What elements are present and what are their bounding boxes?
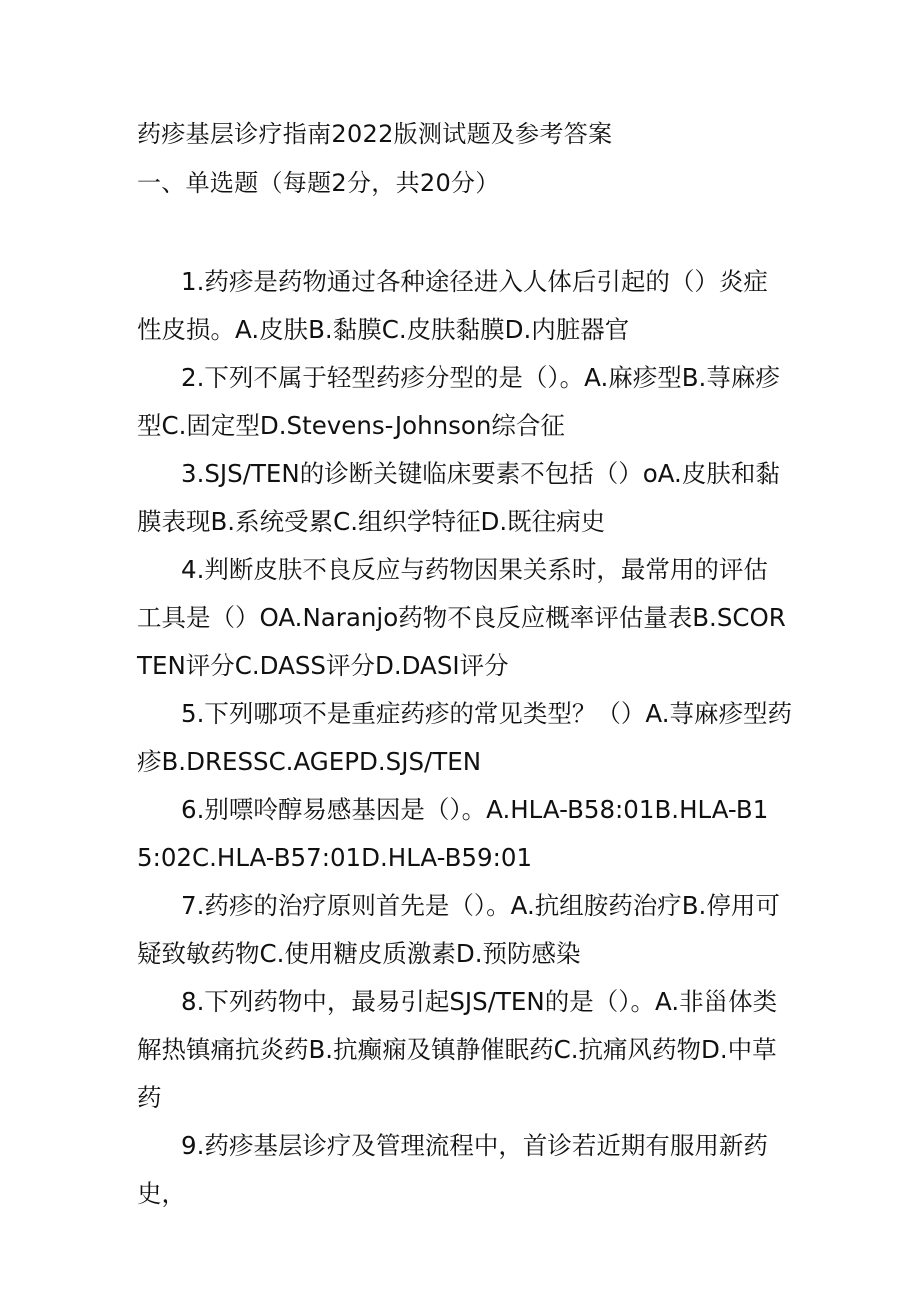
question-item bbox=[137, 258, 792, 354]
question-item bbox=[137, 978, 792, 1122]
question-text: .药疹基层诊疗及管理流程中，首诊若近期有服用新药史， bbox=[137, 1131, 768, 1208]
question-text: .SJS/TEN的诊断关键临床要素不包括（）oA.皮肤和黏膜表现B.系统受累C.组织学特征D.既往病史 bbox=[137, 459, 780, 536]
question-item bbox=[137, 450, 792, 546]
question-number: 3 bbox=[181, 459, 197, 488]
question-number: 2 bbox=[181, 363, 197, 392]
document-title: 药疹基层诊疗指南2022版测试题及参考答案 bbox=[137, 120, 613, 148]
question-text: .下列哪项不是重症药疹的常见类型？（）A.荨麻疹型药疹B.DRESSC.AGEPD.SJS/TEN bbox=[137, 699, 792, 776]
section-heading: 一、单选题（每题2分，共20分） bbox=[137, 169, 500, 197]
question-list bbox=[137, 258, 792, 1218]
question-item bbox=[137, 690, 792, 786]
question-number: 1 bbox=[181, 267, 197, 296]
question-text: .判断皮肤不良反应与药物因果关系时，最常用的评估工具是（）OA.Naranjo药物不良反应概率评估量表B.SCORTEN评分C.DASS评分D.DASI评分 bbox=[137, 555, 786, 680]
question-text: .药疹是药物通过各种途径进入人体后引起的（）炎症性皮损。A.皮肤B.黏膜C.皮肤黏膜D.内脏器官 bbox=[137, 267, 768, 344]
question-text: .药疹的治疗原则首先是（）。A.抗组胺药治疗B.停用可疑致敏药物C.使用糖皮质激素D.预防感染 bbox=[137, 891, 780, 968]
question-number: 7 bbox=[181, 891, 197, 920]
question-number: 4 bbox=[181, 555, 197, 584]
question-text: .别嘌呤醇易感基因是（）。A.HLA-B58:01B.HLA-B15:02C.HLA-B57:01D.HLA-B59:01 bbox=[137, 795, 769, 872]
question-item bbox=[137, 546, 792, 690]
question-number: 8 bbox=[181, 987, 197, 1016]
question-item bbox=[137, 354, 792, 450]
question-item bbox=[137, 882, 792, 978]
question-number: 5 bbox=[181, 699, 197, 728]
question-item bbox=[137, 1122, 792, 1218]
question-text: .下列药物中，最易引起SJS/TEN的是（）。A.非甾体类解热镇痛抗炎药B.抗癫痫及镇静催眠药C.抗痛风药物D.中草药 bbox=[137, 987, 778, 1112]
question-text: .下列不属于轻型药疹分型的是（）。A.麻疹型B.荨麻疹型C.固定型D.Stevens-Johnson综合征 bbox=[137, 363, 780, 440]
question-number: 6 bbox=[181, 795, 197, 824]
question-number: 9 bbox=[181, 1131, 197, 1160]
question-item bbox=[137, 786, 792, 882]
